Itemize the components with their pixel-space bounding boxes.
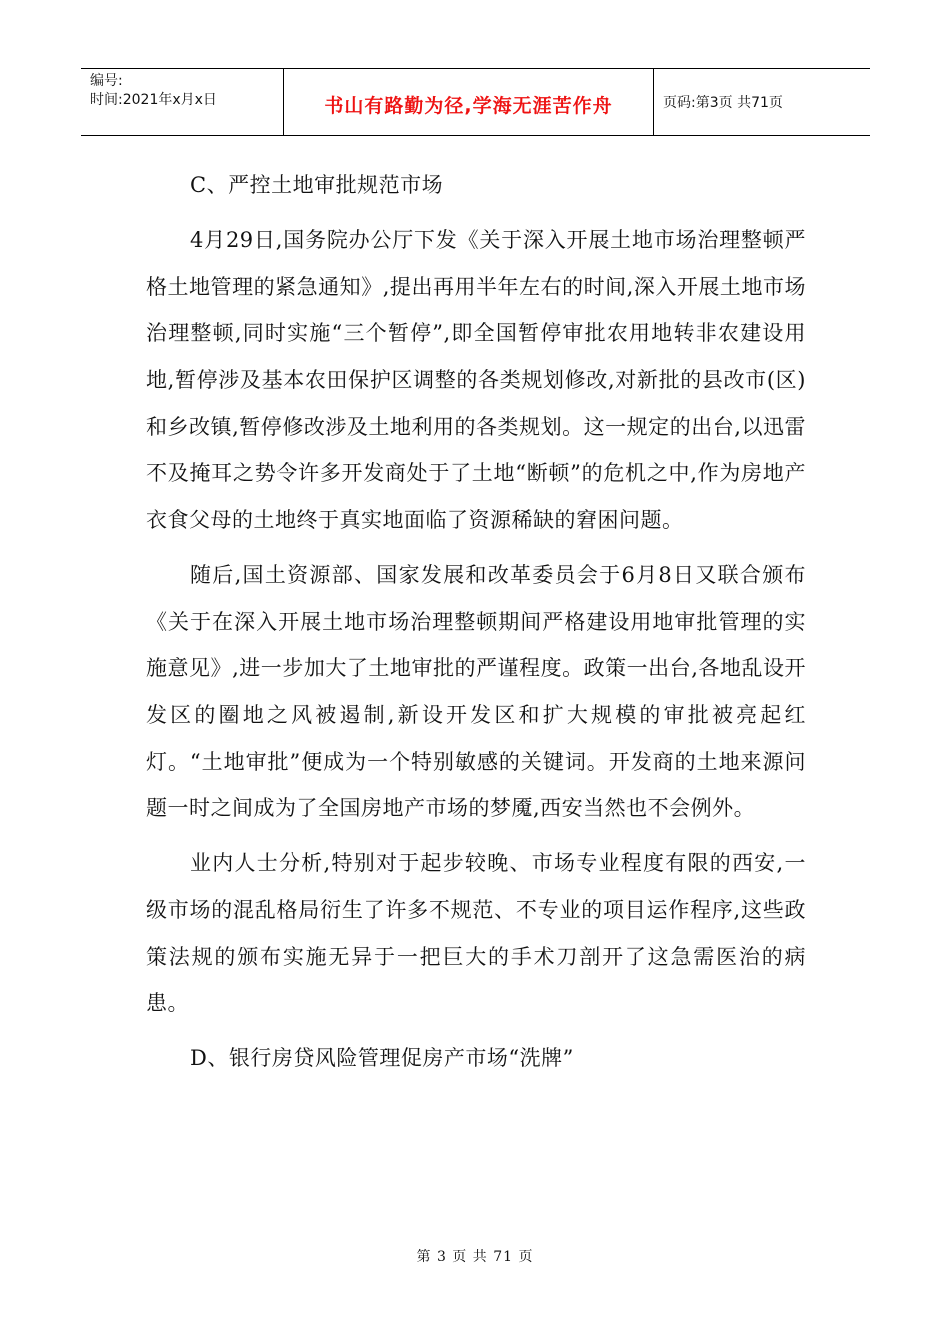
header-motto-cell (283, 69, 654, 135)
document-date: 时间:2021年x月x日 (90, 92, 217, 108)
document-code-label: 编号: (90, 73, 123, 89)
header-page-info: 页码:第3页 共71页 (663, 95, 783, 111)
page-footer: 第 3 页 共 71 页 (416, 1249, 534, 1265)
document-header (81, 68, 870, 136)
header-motto: 书山有路勤为径,学海无涯苦作舟 (324, 94, 613, 117)
body-paragraph: 业内人士分析,特别对于起步较晚、市场专业程度有限的西安,一级市场的混乱格局衍生了许多不规范、不专业的项目运作程序,这些政策法规的颁布实施无异于一把巨大的手术刀剖开了这急需医治的病患。 (146, 851, 806, 1016)
header-page-info-cell (654, 69, 870, 135)
body-paragraph: 4月29日,国务院办公厅下发《关于深入开展土地市场治理整顿严格土地管理的紧急通知》,提出再用半年左右的时间,深入开展土地市场治理整顿,同时实施“三个暂停”,即全国暂停审批农用地转非农建设用地,暂停涉及基本农田保护区调整的各类规划修改,对新批的县改市(区)和乡改镇,暂停修改涉及土地利用的各类规划。这一规定的出台,以迅雷不及掩耳之势令许多开发商处于了土地“断顿”的危机之中,作为房地产衣食父母的土地终于真实地面临了资源稀缺的窘困问题。 (146, 228, 806, 532)
body-paragraph: 随后,国土资源部、国家发展和改革委员会于6月8日又联合颁布《关于在深入开展土地市场治理整顿期间严格建设用地审批管理的实施意见》,进一步加大了土地审批的严谨程度。政策一出台,各地乱设开发区的圈地之风被遏制,新设开发区和扩大规模的审批被亮起红灯。“土地审批”便成为一个特别敏感的关键词。开发商的土地来源问题一时之间成为了全国房地产市场的梦魇,西安当然也不会例外。 (146, 563, 806, 821)
document-body (146, 162, 806, 1091)
section-heading-c: C、严控土地审批规范市场 (190, 173, 444, 197)
header-meta (81, 69, 283, 135)
section-heading-d: D、银行房贷风险管理促房产市场“洗牌” (190, 1046, 574, 1071)
